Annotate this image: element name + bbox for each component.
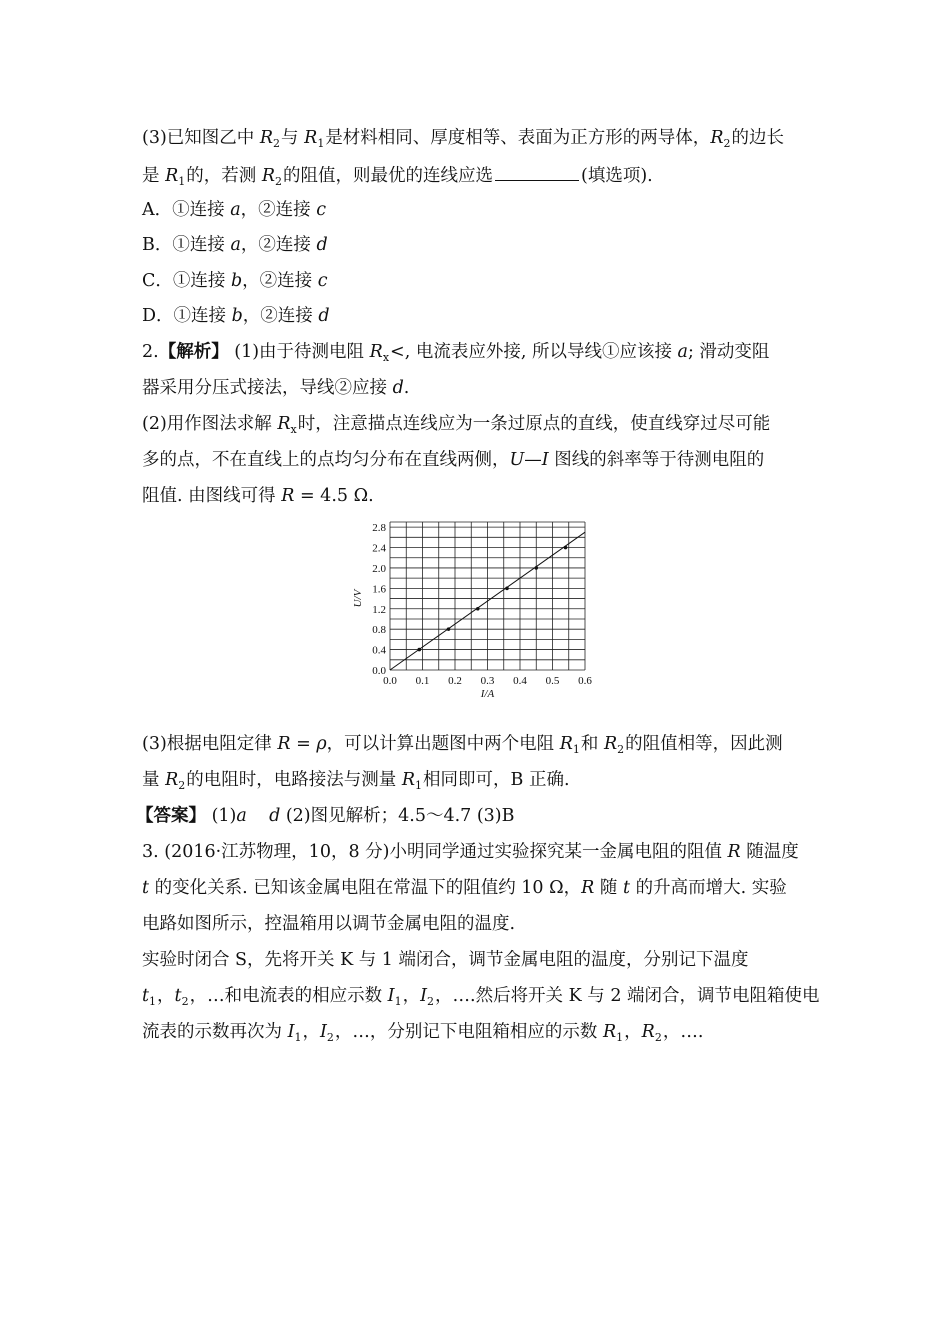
y-tick-label: 2.4 xyxy=(372,542,386,555)
y-tick-label: 2.8 xyxy=(372,522,386,535)
data-point xyxy=(447,627,451,631)
x-tick-label: 0.4 xyxy=(513,675,527,687)
q4-line2: t 的变化关系. 已知该金属电阻在常温下的阻值约 10 Ω，R 随 t 的升高而增大. 实验 xyxy=(142,878,787,898)
x-tick-label: 0.6 xyxy=(578,675,592,687)
u-i-chart xyxy=(345,515,605,705)
q4-line4: 实验时闭合 S，先将开关 K 与 1 端闭合，调节金属电阻的温度，分别记下温度 xyxy=(142,950,749,970)
analysis-line5: 阻值. 由图线可得 R = 4.5 Ω. xyxy=(142,486,374,506)
answer-line: 【答案】 (1)a d (2)图见解析；4.5～4.7 (3)B xyxy=(136,806,515,826)
q3-line1: (3)已知图乙中 $R_2$与 $R_1$是材料相同、厚度相等、表面为正方形的两导体，$R_2$的边长 xyxy=(142,128,784,150)
data-point xyxy=(476,607,480,611)
q3-line2: 是 $R_1$的，若测 $R_2$的阻值，则最优的连线应选 (填选项). xyxy=(142,162,653,190)
part3-line1: (3)根据电阻定律 R = ρ，可以计算出题图中两个电阻 $R_1$和 $R_2$的阻值相等，因此测 xyxy=(142,734,783,756)
y-tick-label: 0.4 xyxy=(372,644,386,657)
data-point xyxy=(534,566,538,570)
analysis-line1: 2.【解析】 (1)由于待测电阻 $R_x<$, 电流表应外接, 所以导线①应该接 a; 滑动变阻 xyxy=(142,342,770,364)
q4-line5: $t_1$，$t_2$，…和电流表的相应示数 $I_1$，$I_2$，….然后将开关 K 与 2 端闭合，调节电阻箱使电 xyxy=(142,986,820,1008)
x-tick-label: 0.2 xyxy=(448,675,462,687)
option-c: C．①连接 b，②连接 c xyxy=(142,271,328,291)
option-b: B．①连接 a，②连接 d xyxy=(142,235,328,255)
analysis-line2: 器采用分压式接法，导线②应接 d. xyxy=(142,378,410,398)
y-tick-label: 2.0 xyxy=(372,562,386,575)
y-axis-label: U/V xyxy=(352,589,364,608)
y-tick-label: 1.2 xyxy=(372,603,386,616)
q4-line1: 3. (2016·江苏物理，10，8 分)小明同学通过实验探究某一金属电阻的阻值 R 随温度 xyxy=(142,842,799,862)
data-point xyxy=(564,546,568,550)
y-tick-label: 1.6 xyxy=(372,583,386,596)
analysis-line3: (2)用作图法求解 $R_x$时，注意描点连线应为一条过原点的直线，使直线穿过尽可能 xyxy=(142,414,771,436)
x-tick-label: 0.0 xyxy=(383,675,397,687)
x-tick-label: 0.1 xyxy=(415,675,430,687)
part3-line2: 量 $R_2$的电阻时，电路接法与测量 $R_1$相同即可，B 正确. xyxy=(142,770,570,792)
option-a: A．①连接 a，②连接 c xyxy=(142,200,327,220)
data-point xyxy=(505,587,509,591)
q4-line3: 电路如图所示，控温箱用以调节金属电阻的温度. xyxy=(142,914,516,934)
x-axis-label: I/A xyxy=(480,688,495,700)
answer-blank xyxy=(495,162,579,181)
option-d: D．①连接 b，②连接 d xyxy=(142,306,330,326)
data-point xyxy=(417,648,421,652)
x-tick-label: 0.5 xyxy=(545,675,560,687)
x-tick-label: 0.3 xyxy=(480,675,495,687)
y-tick-label: 0.8 xyxy=(372,624,386,637)
q4-line6: 流表的示数再次为 $I_1$，$I_2$，…，分别记下电阻箱相应的示数 $R_1$，$R_2$，…. xyxy=(142,1022,704,1044)
analysis-line4: 多的点，不在直线上的点均匀分布在直线两侧，U—I 图线的斜率等于待测电阻的 xyxy=(142,450,765,470)
y-tick-label: 0.0 xyxy=(372,665,386,677)
